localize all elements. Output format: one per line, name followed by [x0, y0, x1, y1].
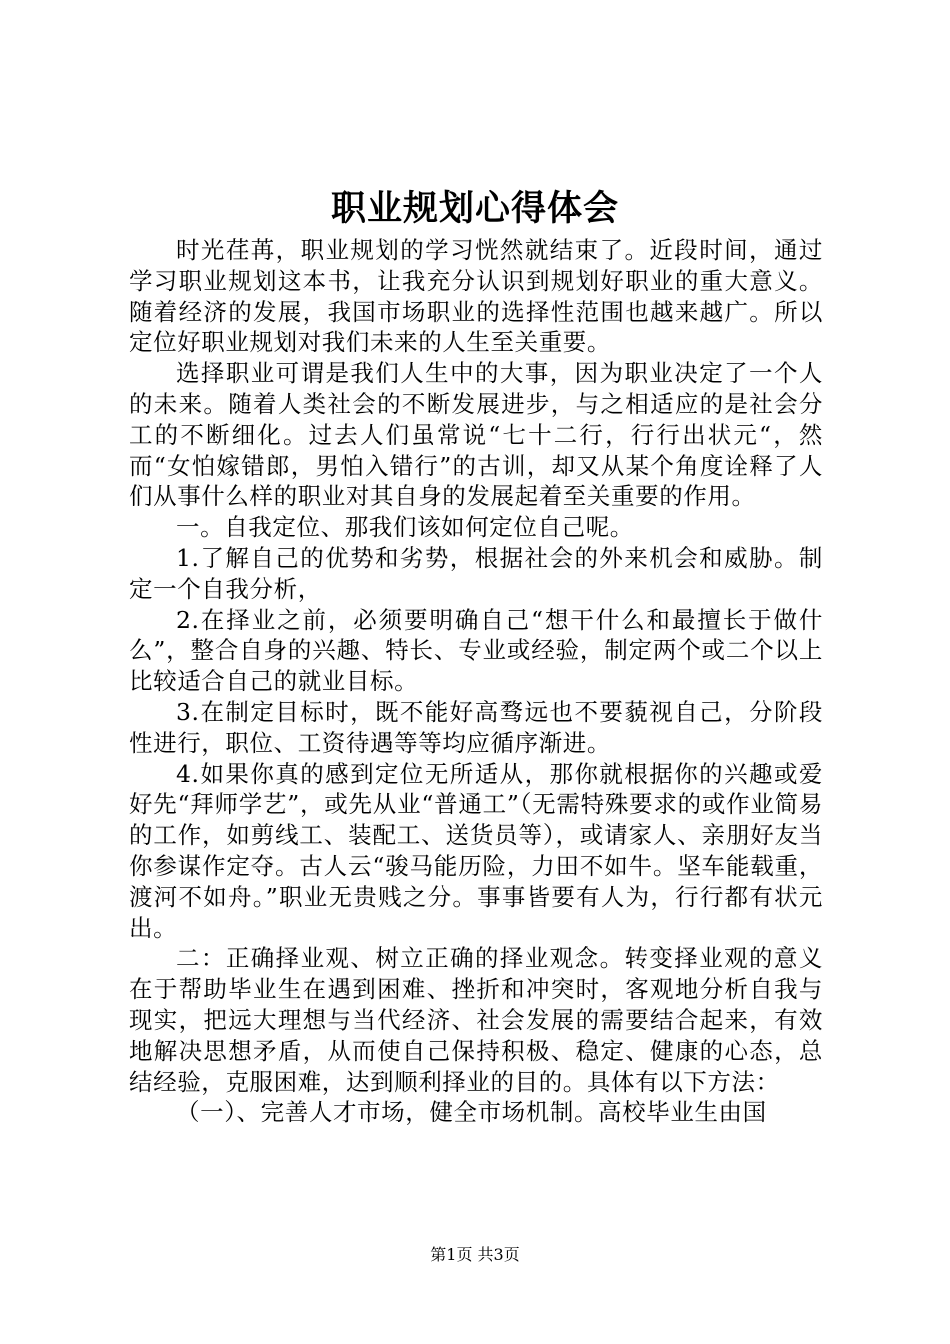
paragraph-item-3: 3.在制定目标时，既不能好高骛远也不要藐视自己，分阶段性进行，职位、工资待遇等等均应循序渐进。 [129, 697, 823, 757]
paragraph-section-one-heading: 一。自我定位、那我们该如何定位自己呢。 [176, 513, 634, 542]
paragraph-intro: 时光荏苒，职业规划的学习恍然就结束了。近段时间，通过学习职业规划这本书，让我充分认识到规划好职业的重大意义。随着经济的发展，我国市场职业的选择性范围也越来越广。所以定位好职业规划对我们未来的人生至关重要。 [129, 236, 823, 357]
paragraph-item-2: 2.在择业之前，必须要明确自己“想干什么和最擅长于做什么”，整合自身的兴趣、特长、专业或经验，制定两个或二个以上比较适合自己的就业目标。 [129, 605, 823, 696]
document-title: 职业规划心得体会 [330, 188, 619, 229]
paragraph-item-1: 1.了解自己的优势和劣势，根据社会的外来机会和威胁。制定一个自我分析， [129, 543, 823, 603]
paragraph-subsection-one: （一）、完善人才市场，健全市场机制。高校毕业生由国 [176, 1098, 767, 1127]
paragraph-item-4: 4.如果你真的感到定位无所适从，那你就根据你的兴趣或爱好先“拜师学艺”，或先从业“普通工”（无需特殊要求的或作业简易的工作，如剪线工、装配工、送货员等），或请家人、亲朋好友当你参谋作定夺。古人云“骏马能历险，力田不如牛。坚车能载重，渡河不如舟。”职业无贵贱之分。事事皆要有人为，行行都有状元出。 [129, 759, 823, 942]
paragraph-section-two: 二：正确择业观、树立正确的择业观念。转变择业观的意义在于帮助毕业生在遇到困难、挫折和冲突时，客观地分析自我与现实，把远大理想与当代经济、社会发展的需要结合起来，有效地解决思想矛盾，从而使自己保持积极、稳定、健康的心态，总结经验，克服困难，达到顺利择业的目的。具体有以下方法： [129, 944, 823, 1096]
page-footer: 第1页 共3页 [430, 1245, 520, 1264]
document-body [129, 235, 823, 1128]
paragraph-career-choice: 选择职业可谓是我们人生中的大事，因为职业决定了一个人的未来。随着人类社会的不断发展进步，与之相适应的是社会分工的不断细化。过去人们虽常说“七十二行，行行出状元“，然而“女怕嫁错郎，男怕入错行”的古训，却又从某个角度诠释了人们从事什么样的职业对其自身的发展起着至关重要的作用。 [129, 359, 823, 511]
